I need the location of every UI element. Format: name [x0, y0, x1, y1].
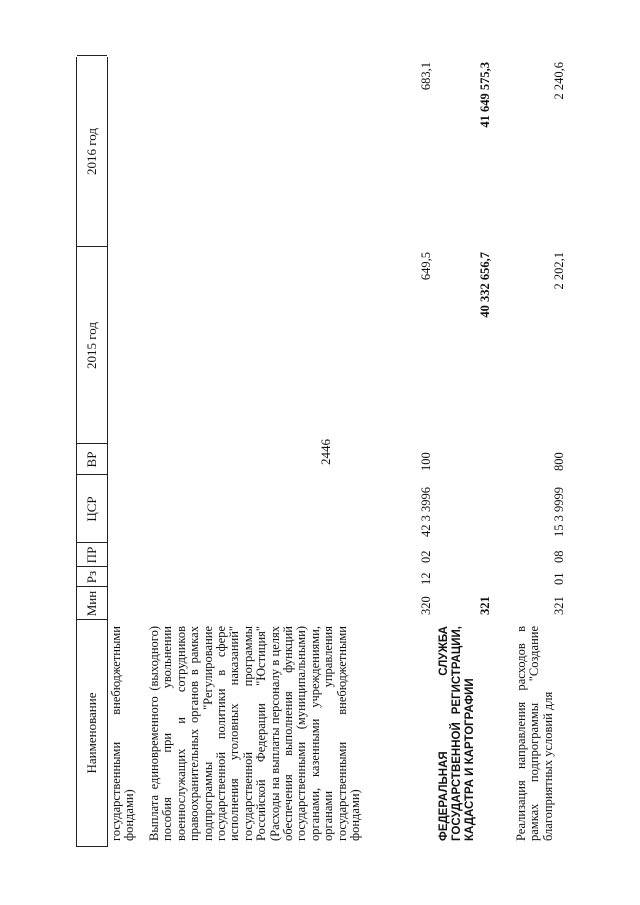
- cell-rz: 01: [552, 572, 566, 585]
- col-header-2015: 2015 год: [77, 246, 107, 444]
- row-name-agency: ФЕДЕРАЛЬНАЯ СЛУЖБА ГОСУДАРСТВЕННОЙ РЕГИСТРАЦИИ, КАДАСТРА И КАРТОГРАФИИ: [438, 626, 476, 841]
- cell-2016: 2 240,6: [552, 62, 566, 100]
- cell-min: 321: [552, 596, 566, 615]
- cell-min: 320: [419, 596, 433, 615]
- cell-csr: 15 3 9999: [552, 487, 566, 537]
- col-header-name: Наименование: [77, 619, 107, 846]
- row-name: Выплата единовременного (выходного) пособия при увольнении военнослужащих и сотрудников правоохранительных органов в рамках подпрограммы "Регулирование государственной политики в сфере исполнения уголовных наказаний" государственной программы Российской Федерации "Юстиция" (Расходы на выплаты персоналу в целях обеспечения выполнения функций государственными (муниципальными) органами, казенными учреждениями, органами управления государственными внебюджетными фондами): [147, 626, 363, 841]
- col-header-rz: Рз: [77, 566, 107, 587]
- cell-2015: 649,5: [419, 252, 433, 281]
- col-header-2016: 2016 год: [77, 55, 107, 247]
- cell-2015: 40 332 656,7: [478, 252, 492, 318]
- col-header-csr: ЦСР: [77, 474, 107, 543]
- budget-table: [76, 57, 614, 847]
- page-number: 2446: [318, 439, 333, 465]
- cell-csr: 42 3 3996: [419, 487, 433, 537]
- cell-pr: 02: [419, 550, 433, 563]
- cell-2016: 683,1: [419, 62, 433, 91]
- row-name: Реализация направления расходов в рамках подпрограммы "Создание благоприятных условий для: [514, 626, 555, 841]
- table-body: [108, 57, 614, 847]
- cell-vr: 800: [552, 452, 566, 471]
- col-header-pr: ПР: [77, 542, 107, 567]
- cell-2015: 2 202,1: [552, 252, 566, 290]
- cell-pr: 08: [552, 550, 566, 563]
- col-header-vr: ВР: [77, 443, 107, 475]
- cell-2016: 41 649 575,3: [478, 62, 492, 128]
- cell-min: 321: [478, 596, 492, 615]
- table-row: государственными внебюджетными фондами): [109, 626, 137, 841]
- table-header: [76, 57, 108, 847]
- cell-vr: 100: [419, 452, 433, 471]
- cell-rz: 12: [419, 572, 433, 585]
- col-header-min: Мин: [77, 586, 107, 620]
